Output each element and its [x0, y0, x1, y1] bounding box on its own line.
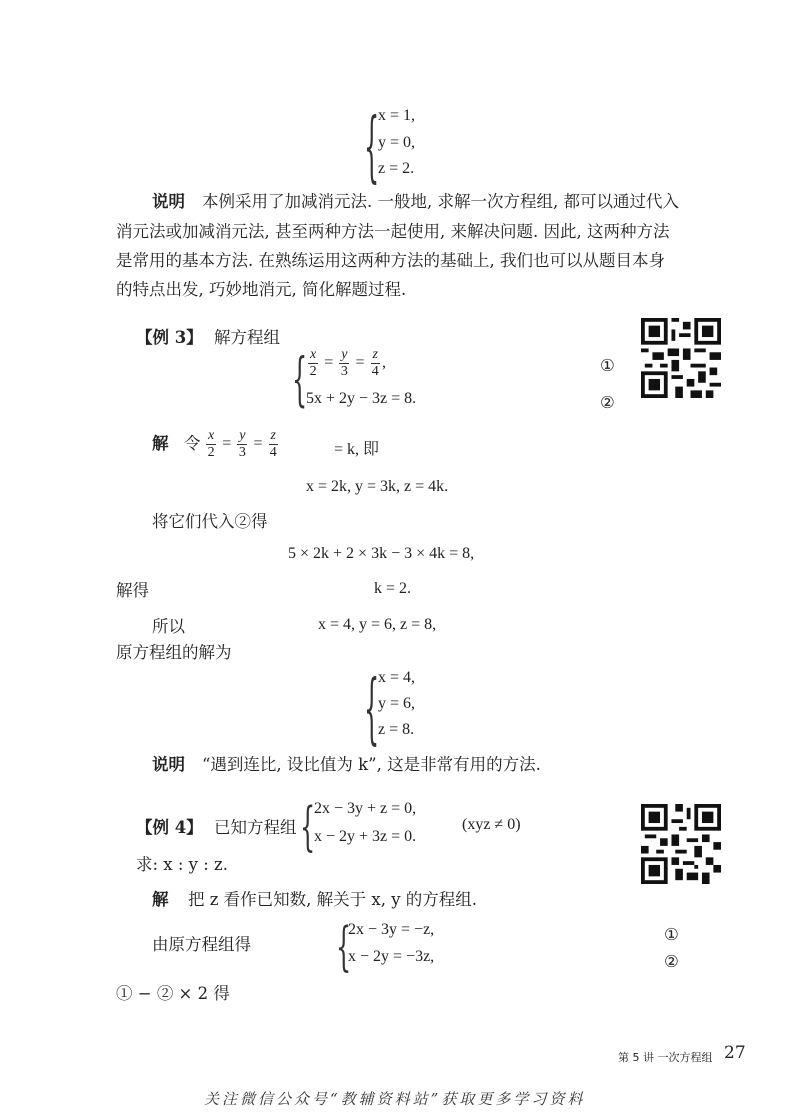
from-original-label: 由原方程组得: [152, 935, 251, 954]
example-4-label: 【例 4】: [136, 818, 203, 837]
solution-4-equation-2: x − 2y = −3z,: [348, 948, 435, 965]
solution-label: 解: [152, 434, 169, 453]
substituted-equation: 5 × 2k + 2 × 3k − 3 × 4k = 8,: [288, 545, 475, 562]
equation-marker-2: ②: [664, 952, 679, 971]
equation-marker-2: ②: [600, 393, 615, 412]
ratio-expression: $\frac{x}{2}$ = $\frac{y}{3}$ = $\frac{z}{4}$: [207, 428, 277, 460]
left-brace: {: [364, 664, 380, 754]
note-1-line-1: 本例采用了加减消元法. 一般地, 求解一次方程组, 都可以通过代入: [202, 192, 679, 211]
example-3-prompt: 解方程组: [214, 328, 280, 347]
watermark: 关注微信公众号“教辅资料站”获取更多学习资料: [204, 1090, 586, 1108]
intro-solution-line-1: x = 1,: [378, 107, 416, 124]
so-values: x = 4, y = 6, z = 8,: [318, 616, 437, 633]
k-value: k = 2.: [374, 580, 412, 597]
qr-code-icon: [641, 804, 721, 884]
note-1-line-3: 是常用的基本方法. 在熟练运用这两种方法的基础上, 我们也可以从题目本身: [116, 251, 665, 270]
so-label: 所以: [152, 617, 185, 636]
condition: (xyz ≠ 0): [462, 816, 521, 833]
solution-4-equation-1: 2x − 3y = −z,: [348, 921, 435, 938]
equation-marker-1: ①: [664, 925, 679, 944]
example-3-equation-2: 5x + 2y − 3z = 8.: [306, 390, 417, 407]
substitute-text: 将它们代入②得: [152, 512, 268, 531]
note-1-line-4: 的特点出发, 巧妙地消元, 简化解题过程.: [116, 280, 407, 299]
substitution-values: x = 2k, y = 3k, z = 4k.: [306, 478, 449, 495]
left-brace: {: [336, 916, 352, 978]
note-1-line-2: 消元法或加减消元法, 甚至两种方法一起使用, 来解决问题. 因此, 这两种方法: [116, 222, 670, 241]
example-3-label: 【例 3】: [136, 328, 203, 347]
equation-marker-1: ①: [600, 356, 615, 375]
intro-solution-line-3: z = 2.: [378, 160, 415, 177]
solve-label: 解得: [116, 581, 149, 600]
combine-text: ① − ② × 2 得: [116, 984, 230, 1003]
page-number: 27: [724, 1043, 746, 1063]
example-4-equation-2: x − 2y + 3z = 0.: [314, 828, 417, 845]
original-solution-label: 原方程组的解为: [116, 643, 232, 662]
final-line-2: y = 6,: [378, 695, 416, 712]
let-tail: = k, 即: [334, 441, 380, 458]
final-line-1: x = 4,: [378, 669, 416, 686]
let-text: 令: [184, 434, 201, 453]
left-brace: {: [364, 102, 380, 192]
solution-label: 解: [152, 890, 169, 909]
note-1-label: 说明: [152, 192, 185, 211]
solution-4-text: 把 z 看作已知数, 解关于 x, y 的方程组.: [188, 890, 478, 909]
example-4-equation-1: 2x − 3y + z = 0,: [314, 800, 417, 817]
final-line-3: z = 8.: [378, 721, 415, 738]
left-brace: {: [292, 346, 308, 414]
left-brace: {: [300, 796, 316, 858]
note-2-label: 说明: [152, 755, 185, 774]
chapter-title: 第 5 讲 一次方程组: [618, 1051, 713, 1064]
example-4-prompt: 已知方程组: [214, 818, 297, 837]
qr-code-icon: [641, 318, 721, 398]
intro-solution-line-2: y = 0,: [378, 134, 416, 151]
note-2-text: “遇到连比, 设比值为 k”, 这是非常有用的方法.: [202, 755, 541, 774]
example-3-equation-1: $\frac{x}{2}$ = $\frac{y}{3}$ = $\frac{z}{4}$ ,: [309, 347, 386, 379]
example-4-ask: 求: x : y : z.: [136, 855, 228, 874]
